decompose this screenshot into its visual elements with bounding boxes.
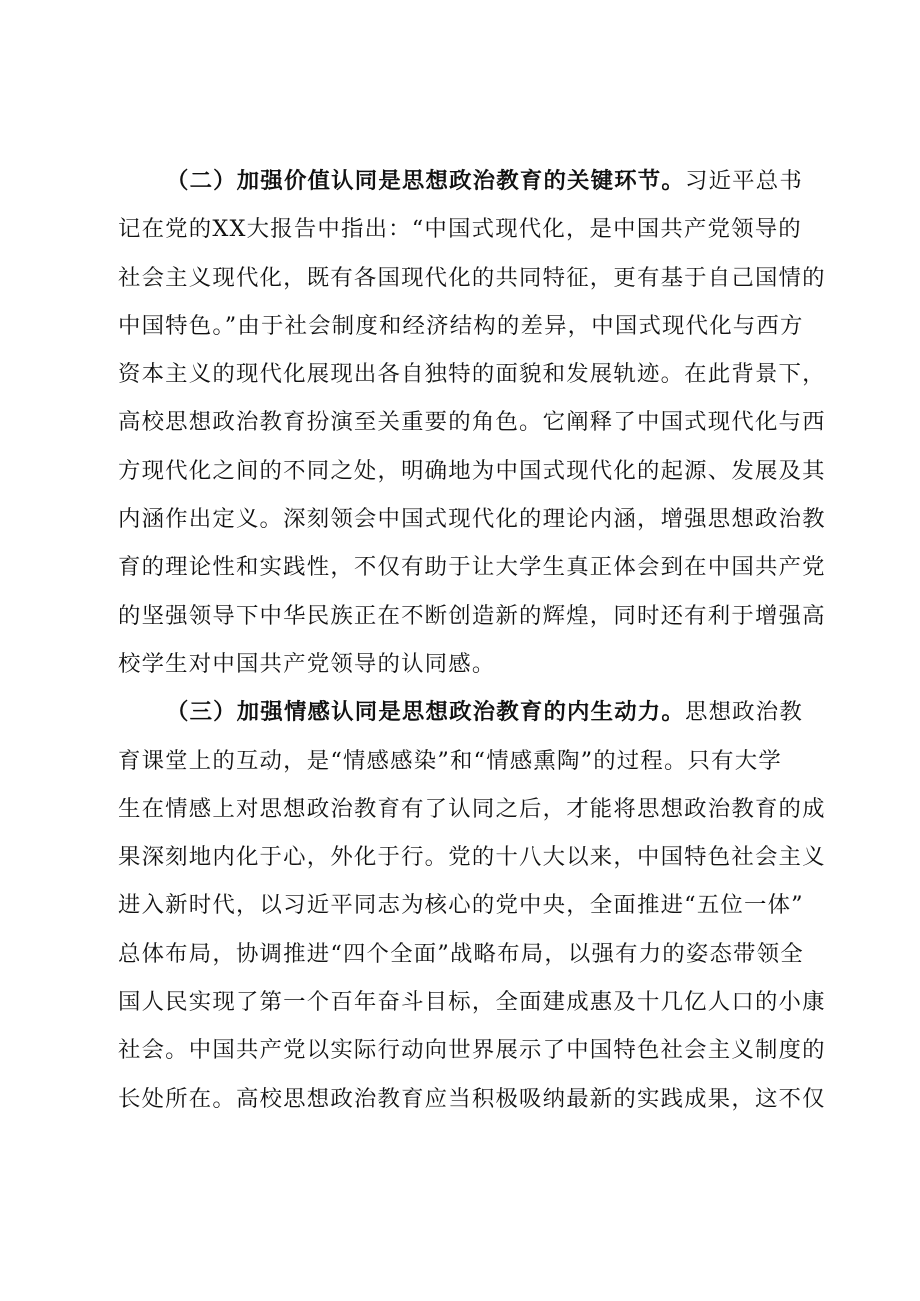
paragraph-line: 果深刻地内化于心，外化于行。党的十八大以来，中国特色社会主义 xyxy=(118,844,826,871)
paragraph-line xyxy=(118,688,818,736)
paragraph-line: 的坚强领导下中华民族正在不断创造新的辉煌，同时还有利于增强高 xyxy=(118,602,826,629)
body-text xyxy=(118,157,826,1123)
paragraph-line: 总体布局，协调推进“四个全面”战略布局，以强有力的姿态带领全 xyxy=(118,940,804,967)
paragraph-line: 资本主义的现代化展现出各自独特的面貌和发展轨迹。在此背景下， xyxy=(118,361,826,388)
paragraph-line xyxy=(118,157,818,205)
paragraph-line: 社会主义现代化，既有各国现代化的共同特征，更有基于自己国情的 xyxy=(118,264,826,291)
paragraph-line: 生在情感上对思想政治教育有了认同之后，才能将思想政治教育的成 xyxy=(118,795,826,822)
paragraph-line: 方现代化之间的不同之处，明确地为中国式现代化的起源、发展及其 xyxy=(118,457,826,484)
line-text: 习近平总书 xyxy=(685,168,803,194)
section-heading: （三）加强情感认同是思想政治教育的内生动力。 xyxy=(166,699,685,726)
paragraph-line: 内涵作出定义。深刻领会中国式现代化的理论内涵，增强思想政治教 xyxy=(118,506,826,533)
paragraph-line: 育课堂上的互动，是“情感感染”和“情感熏陶”的过程。只有大学 xyxy=(118,747,782,774)
paragraph-line: 育的理论性和实践性，不仅有助于让大学生真正体会到在中国共产党 xyxy=(118,554,826,581)
paragraph-line: 进入新时代，以习近平同志为核心的党中央，全面推进“五位一体” xyxy=(118,892,804,919)
paragraph-line: 国人民实现了第一个百年奋斗目标，全面建成惠及十几亿人口的小康 xyxy=(118,989,826,1016)
section-heading: （二）加强价值认同是思想政治教育的关键环节。 xyxy=(166,168,685,194)
line-text: 思想政治教 xyxy=(685,699,803,726)
paragraph-line: 中国特色。”由于社会制度和经济结构的差异，中国式现代化与西方 xyxy=(118,312,804,339)
paragraph-line: 记在党的XX大报告中指出：“中国式现代化，是中国共产党领导的 xyxy=(118,216,802,243)
paragraph-line: 高校思想政治教育扮演至关重要的角色。它阐释了中国式现代化与西 xyxy=(118,409,826,436)
paragraph-line: 社会。中国共产党以实际行动向世界展示了中国特色社会主义制度的 xyxy=(118,1037,826,1064)
paragraph-line: 长处所在。高校思想政治教育应当积极吸纳最新的实践成果，这不仅 xyxy=(118,1085,826,1112)
paragraph-line: 校学生对中国共产党领导的认同感。 xyxy=(118,650,496,677)
